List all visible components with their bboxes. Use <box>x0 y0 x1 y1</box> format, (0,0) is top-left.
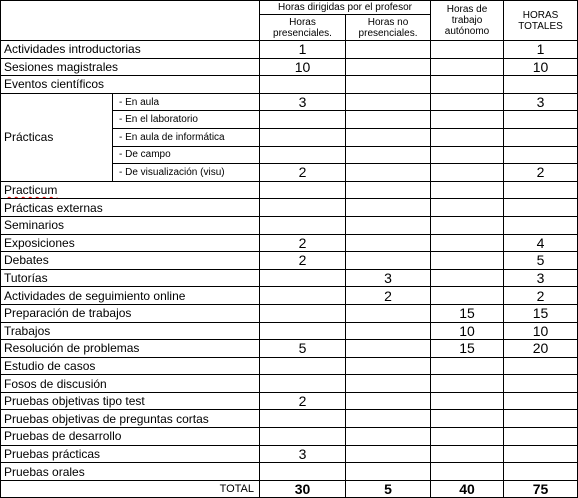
total-hours <box>504 146 578 164</box>
presential-hours <box>260 111 346 129</box>
autonomous-hours <box>431 234 504 252</box>
table-row <box>1 287 578 305</box>
presential-hours <box>260 216 346 234</box>
total-hours <box>504 428 578 446</box>
autonomous-hours <box>431 58 504 76</box>
autonomous-hours <box>431 392 504 410</box>
practicas-sublabel: - En aula <box>113 93 260 111</box>
table-row <box>1 252 578 270</box>
total-non-presential: 5 <box>346 480 431 497</box>
non-presential-hours <box>346 304 431 322</box>
total-hours: 2 <box>504 287 578 305</box>
autonomous-hours <box>431 357 504 375</box>
presential-hours <box>260 304 346 322</box>
presential-hours <box>260 199 346 217</box>
total-hours <box>504 128 578 146</box>
autonomous-hours <box>431 287 504 305</box>
table-row <box>1 269 578 287</box>
table-row <box>1 375 578 393</box>
total-hours <box>504 216 578 234</box>
total-hours <box>504 392 578 410</box>
activity-label: Pruebas objetivas de preguntas cortas <box>1 410 260 428</box>
activity-label: Estudio de casos <box>1 357 260 375</box>
table-row <box>1 463 578 481</box>
table-row <box>1 234 578 252</box>
activity-label: Actividades introductorias <box>1 41 260 59</box>
presential-hours <box>260 375 346 393</box>
presential-hours <box>260 357 346 375</box>
presential-hours: 2 <box>260 234 346 252</box>
table-row <box>1 93 578 111</box>
total-hours: 3 <box>504 93 578 111</box>
practicas-sublabel: - De campo <box>113 146 260 164</box>
non-presential-hours <box>346 111 431 129</box>
activity-label: Prácticas externas <box>1 199 260 217</box>
autonomous-hours: 15 <box>431 340 504 358</box>
total-hours: 75 <box>504 480 578 497</box>
autonomous-hours <box>431 93 504 111</box>
non-presential-hours <box>346 463 431 481</box>
autonomous-hours <box>431 375 504 393</box>
autonomous-hours <box>431 41 504 59</box>
non-presential-hours <box>346 375 431 393</box>
autonomous-hours <box>431 146 504 164</box>
non-presential-hours: 3 <box>346 269 431 287</box>
presential-hours <box>260 269 346 287</box>
presential-hours <box>260 428 346 446</box>
total-hours <box>504 76 578 94</box>
header-autonomous: Horas de trabajo autónomo <box>431 1 504 41</box>
autonomous-hours: 10 <box>431 322 504 340</box>
presential-hours <box>260 287 346 305</box>
total-hours: 4 <box>504 234 578 252</box>
non-presential-hours <box>346 392 431 410</box>
autonomous-hours <box>431 463 504 481</box>
non-presential-hours <box>346 216 431 234</box>
non-presential-hours <box>346 428 431 446</box>
autonomous-hours <box>431 252 504 270</box>
non-presential-hours <box>346 93 431 111</box>
table-row <box>1 181 578 199</box>
non-presential-hours <box>346 199 431 217</box>
header-group-directed: Horas dirigidas por el profesor <box>260 1 431 15</box>
total-hours <box>504 410 578 428</box>
total-hours <box>504 445 578 463</box>
total-hours: 15 <box>504 304 578 322</box>
activity-label: Practicum <box>1 181 260 199</box>
activity-label: Pruebas orales <box>1 463 260 481</box>
total-hours <box>504 357 578 375</box>
table-row <box>1 410 578 428</box>
non-presential-hours <box>346 128 431 146</box>
header-blank-cell <box>1 1 260 41</box>
non-presential-hours <box>346 76 431 94</box>
practicas-label: Prácticas <box>1 93 113 181</box>
activity-label: Debates <box>1 252 260 270</box>
total-hours <box>504 181 578 199</box>
non-presential-hours <box>346 322 431 340</box>
autonomous-hours <box>431 410 504 428</box>
presential-hours <box>260 76 346 94</box>
total-hours: 10 <box>504 322 578 340</box>
autonomous-hours <box>431 181 504 199</box>
table-row <box>1 304 578 322</box>
presential-hours: 3 <box>260 445 346 463</box>
total-hours <box>504 199 578 217</box>
activity-label: Sesiones magistrales <box>1 58 260 76</box>
activity-label: Exposiciones <box>1 234 260 252</box>
total-hours: 1 <box>504 41 578 59</box>
non-presential-hours <box>346 445 431 463</box>
presential-hours <box>260 146 346 164</box>
total-label: TOTAL <box>1 480 260 497</box>
table-row <box>1 76 578 94</box>
non-presential-hours <box>346 164 431 182</box>
non-presential-hours <box>346 58 431 76</box>
presential-hours: 5 <box>260 340 346 358</box>
autonomous-hours <box>431 128 504 146</box>
practicas-sublabel: - En aula de informática <box>113 128 260 146</box>
non-presential-hours <box>346 146 431 164</box>
header-non-presential: Horas no presenciales. <box>346 15 431 41</box>
presential-hours <box>260 181 346 199</box>
autonomous-hours <box>431 164 504 182</box>
total-hours: 20 <box>504 340 578 358</box>
non-presential-hours <box>346 41 431 59</box>
table-row <box>1 428 578 446</box>
table-row <box>1 322 578 340</box>
autonomous-hours <box>431 216 504 234</box>
autonomous-hours <box>431 269 504 287</box>
presential-hours: 10 <box>260 58 346 76</box>
autonomous-hours <box>431 428 504 446</box>
total-presential: 30 <box>260 480 346 497</box>
presential-hours <box>260 463 346 481</box>
total-hours: 2 <box>504 164 578 182</box>
presential-hours: 1 <box>260 41 346 59</box>
non-presential-hours <box>346 357 431 375</box>
presential-hours <box>260 410 346 428</box>
header-totals: HORAS TOTALES <box>504 1 578 41</box>
presential-hours <box>260 128 346 146</box>
practicas-sublabel: - De visualización (visu) <box>113 164 260 182</box>
presential-hours: 3 <box>260 93 346 111</box>
autonomous-hours <box>431 76 504 94</box>
presential-hours: 2 <box>260 164 346 182</box>
activity-label: Seminarios <box>1 216 260 234</box>
activity-label: Actividades de seguimiento online <box>1 287 260 305</box>
presential-hours <box>260 322 346 340</box>
header-presential: Horas presenciales. <box>260 15 346 41</box>
non-presential-hours <box>346 234 431 252</box>
table-row <box>1 216 578 234</box>
total-row <box>1 480 578 497</box>
practicas-sublabel: - En el laboratorio <box>113 111 260 129</box>
header-row-1 <box>1 1 578 15</box>
table-row <box>1 199 578 217</box>
activity-label: Preparación de trabajos <box>1 304 260 322</box>
table-row <box>1 58 578 76</box>
total-hours: 5 <box>504 252 578 270</box>
table-row <box>1 340 578 358</box>
presential-hours: 2 <box>260 392 346 410</box>
total-hours: 10 <box>504 58 578 76</box>
total-autonomous: 40 <box>431 480 504 497</box>
activity-label: Pruebas de desarrollo <box>1 428 260 446</box>
total-hours <box>504 375 578 393</box>
non-presential-hours <box>346 340 431 358</box>
non-presential-hours: 2 <box>346 287 431 305</box>
non-presential-hours <box>346 181 431 199</box>
activity-label: Tutorías <box>1 269 260 287</box>
autonomous-hours <box>431 111 504 129</box>
activity-label: Fosos de discusión <box>1 375 260 393</box>
table-row <box>1 41 578 59</box>
autonomous-hours: 15 <box>431 304 504 322</box>
total-hours <box>504 111 578 129</box>
autonomous-hours <box>431 445 504 463</box>
autonomous-hours <box>431 199 504 217</box>
total-hours <box>504 463 578 481</box>
non-presential-hours <box>346 252 431 270</box>
activity-label: Resolución de problemas <box>1 340 260 358</box>
activity-label: Pruebas objetivas tipo test <box>1 392 260 410</box>
presential-hours: 2 <box>260 252 346 270</box>
table-row <box>1 445 578 463</box>
activity-label: Eventos científicos <box>1 76 260 94</box>
non-presential-hours <box>346 410 431 428</box>
activity-label: Trabajos <box>1 322 260 340</box>
activity-label: Pruebas prácticas <box>1 445 260 463</box>
total-hours: 3 <box>504 269 578 287</box>
table-row <box>1 357 578 375</box>
table-row <box>1 392 578 410</box>
